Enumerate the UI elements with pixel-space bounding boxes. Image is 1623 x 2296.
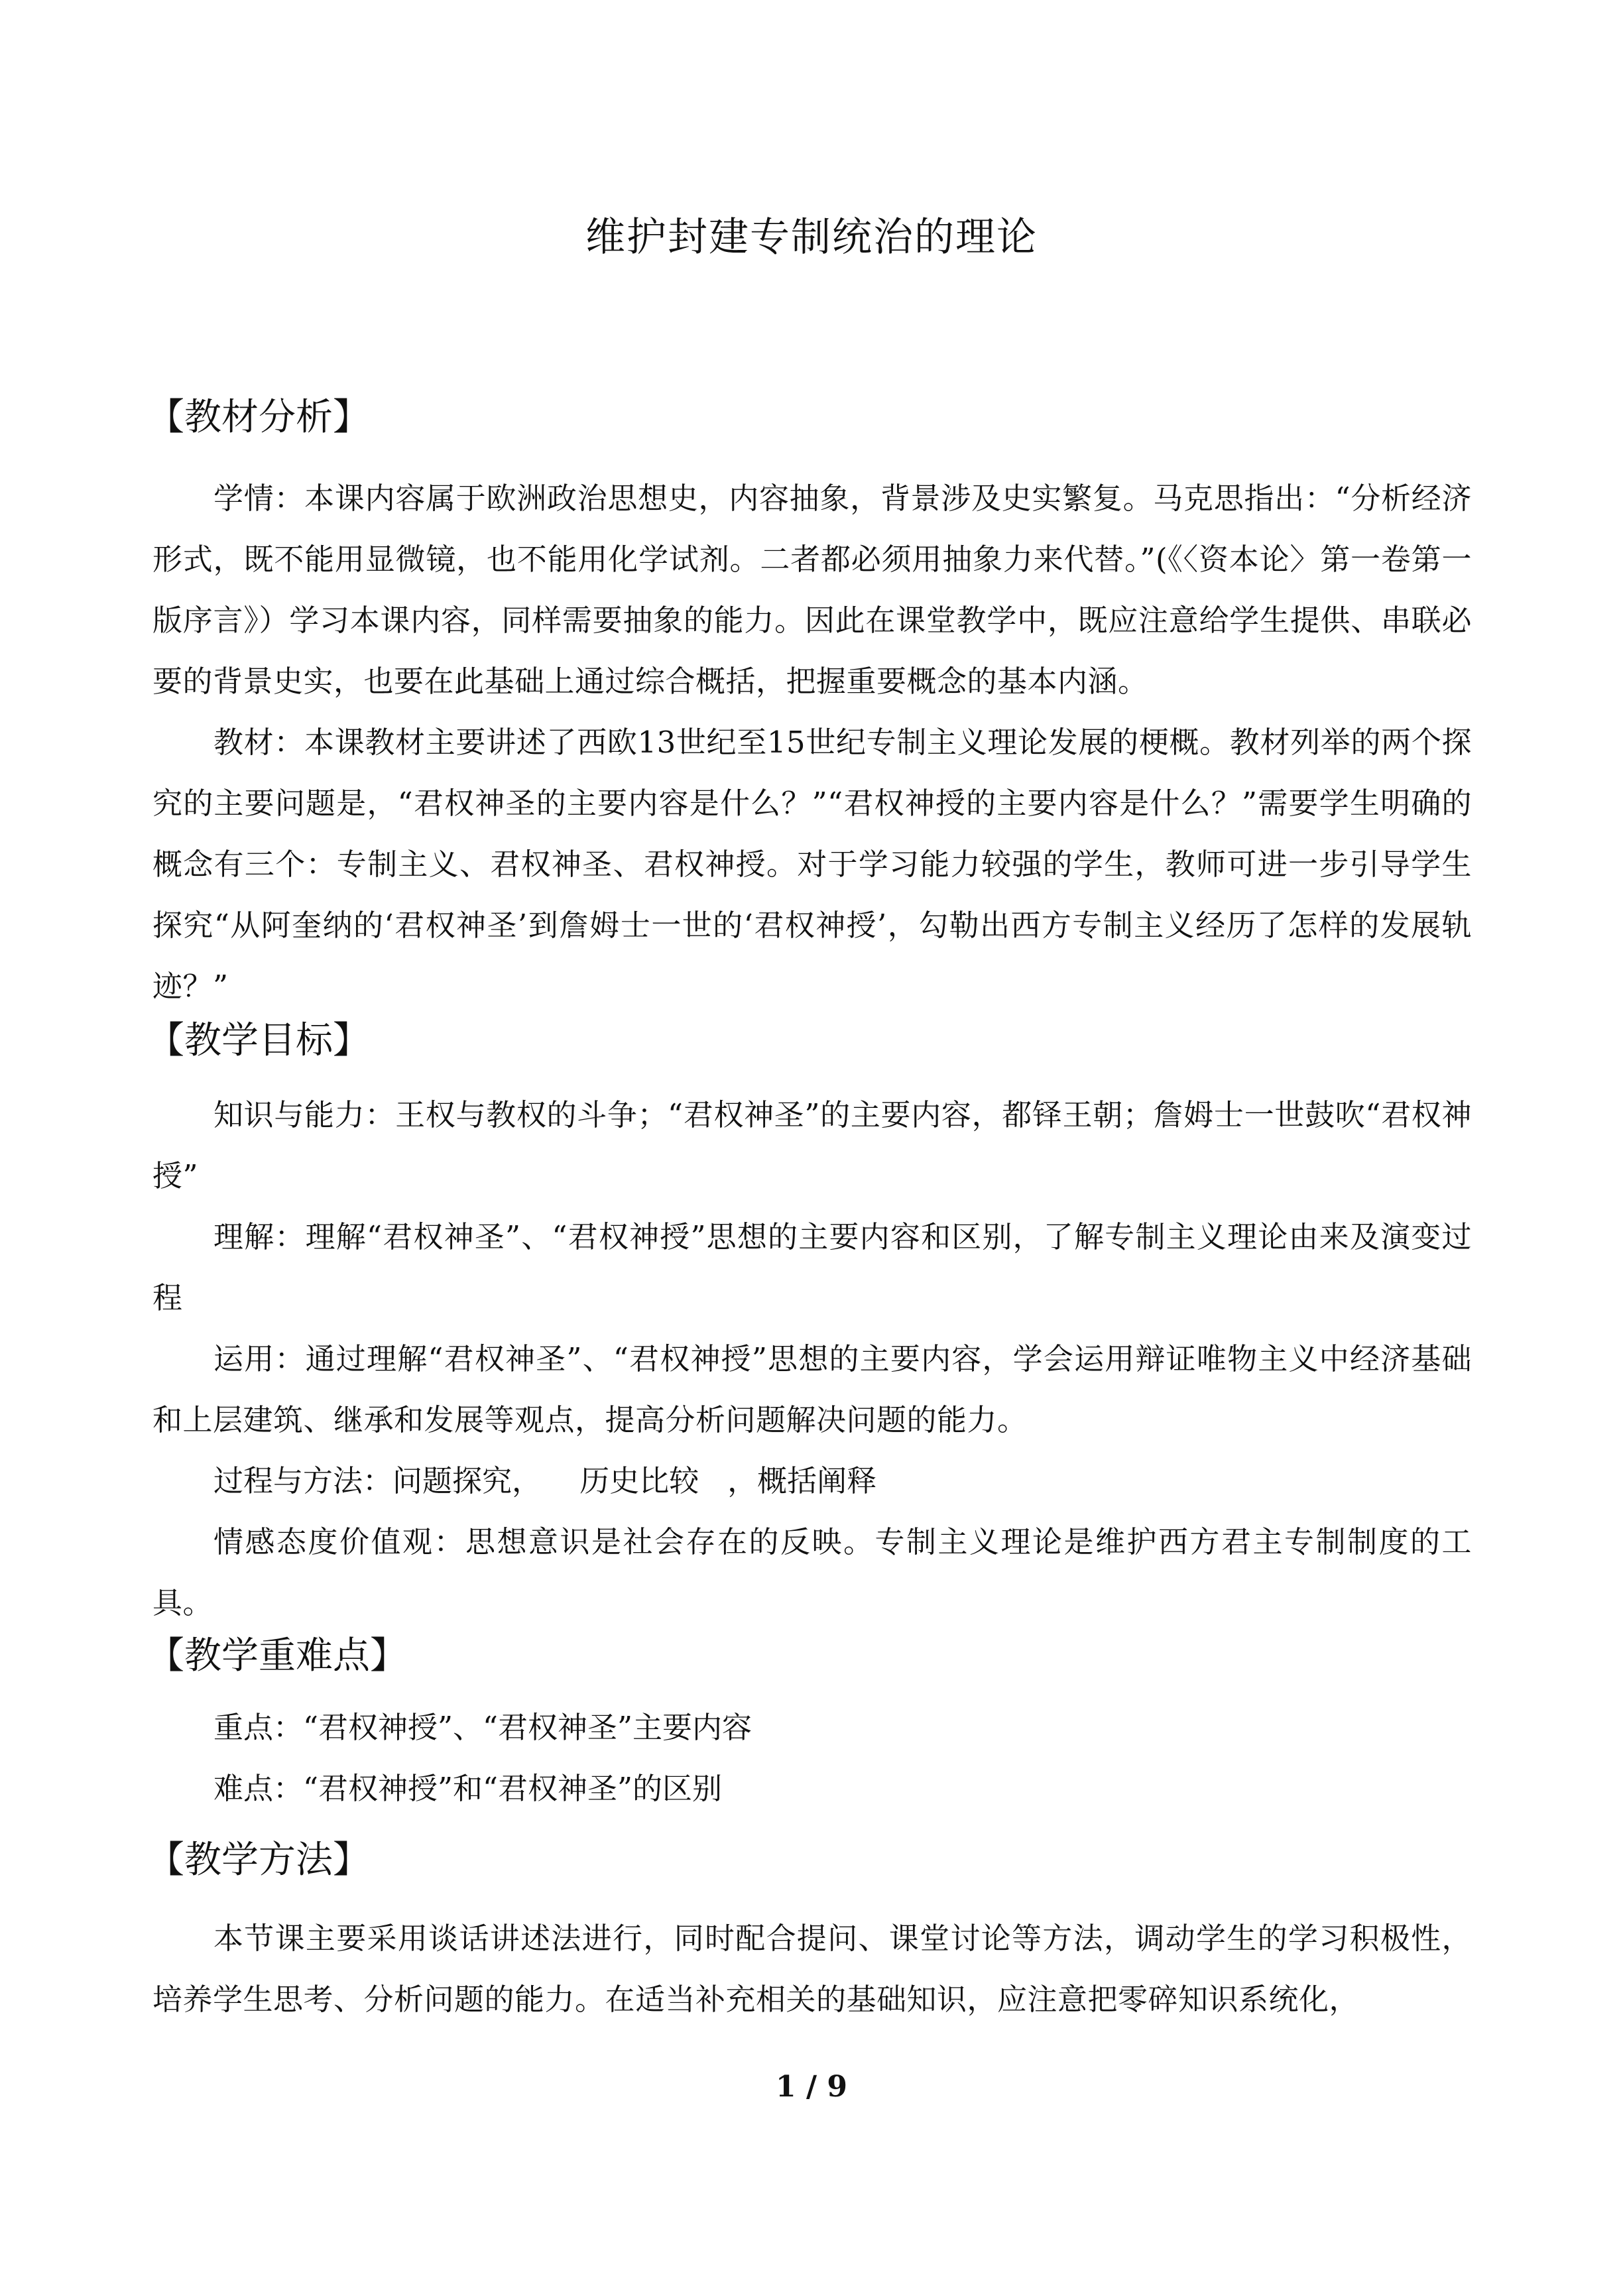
paragraph-difficult-point: 难点：“君权神授”和“君权神圣”的区别	[213, 1771, 723, 1806]
paragraph-textbook: 教材：本课教材主要讲述了西欧13世纪至15世纪专制主义理论发展的梗概。教材列举的两个探究的主要问题是，“君权神圣的主要内容是什么？”“君权神授的主要内容是什么？”需要学生明确的概念有三个：专制主义、君权神圣、君权神授。对于学习能力较强的学生，教师可进一步引导学生探究“从阿奎纳的‘君权神圣’到詹姆士一世的‘君权神授’，勾勒出西方专制主义经历了怎样的发展轨迹？”	[152, 725, 1472, 1004]
paragraph-key-point: 重点：“君权神授”、“君权神圣”主要内容	[213, 1710, 752, 1745]
section-heading-analysis: 【教材分析】	[147, 396, 370, 439]
section-heading-goals: 【教学目标】	[147, 1019, 370, 1062]
section-heading-keypoints: 【教学重难点】	[147, 1634, 407, 1677]
page-number: 1 / 9	[776, 2070, 847, 2104]
paragraph-process-method: 过程与方法：问题探究， 历史比较 ，概括阐释	[213, 1463, 877, 1498]
paragraph-values: 情感态度价值观：思想意识是社会存在的反映。专制主义理论是维护西方君主专制制度的工具。	[152, 1524, 1472, 1620]
section-heading-methods: 【教学方法】	[147, 1839, 370, 1882]
paragraph-application: 运用：通过理解“君权神圣”、“君权神授”思想的主要内容，学会运用辩证唯物主义中经济基础和上层建筑、继承和发展等观点，提高分析问题解决问题的能力。	[152, 1341, 1472, 1437]
page-title: 维护封建专制统治的理论	[585, 214, 1038, 261]
paragraph-methods: 本节课主要采用谈话讲述法进行，同时配合提问、课堂讨论等方法，调动学生的学习积极性，培养学生思考、分析问题的能力。在适当补充相关的基础知识，应注意把零碎知识系统化，	[152, 1921, 1472, 2017]
paragraph-learning-situation: 学情：本课内容属于欧洲政治思想史，内容抽象，背景涉及史实繁复。马克思指出：“分析经济形式，既不能用显微镜，也不能用化学试剂。二者都必须用抽象力来代替。”(《〈资本论〉第一卷第一版序言》）学习本课内容，同样需要抽象的能力。因此在课堂教学中，既应注意给学生提供、串联必要的背景史实，也要在此基础上通过综合概括，把握重要概念的基本内涵。	[152, 481, 1472, 699]
paragraph-understanding: 理解：理解“君权神圣”、“君权神授”思想的主要内容和区别，了解专制主义理论由来及演变过程	[152, 1219, 1472, 1315]
paragraph-knowledge-ability: 知识与能力：王权与教权的斗争；“君权神圣”的主要内容，都铎王朝；詹姆士一世鼓吹“君权神授”	[152, 1097, 1472, 1193]
